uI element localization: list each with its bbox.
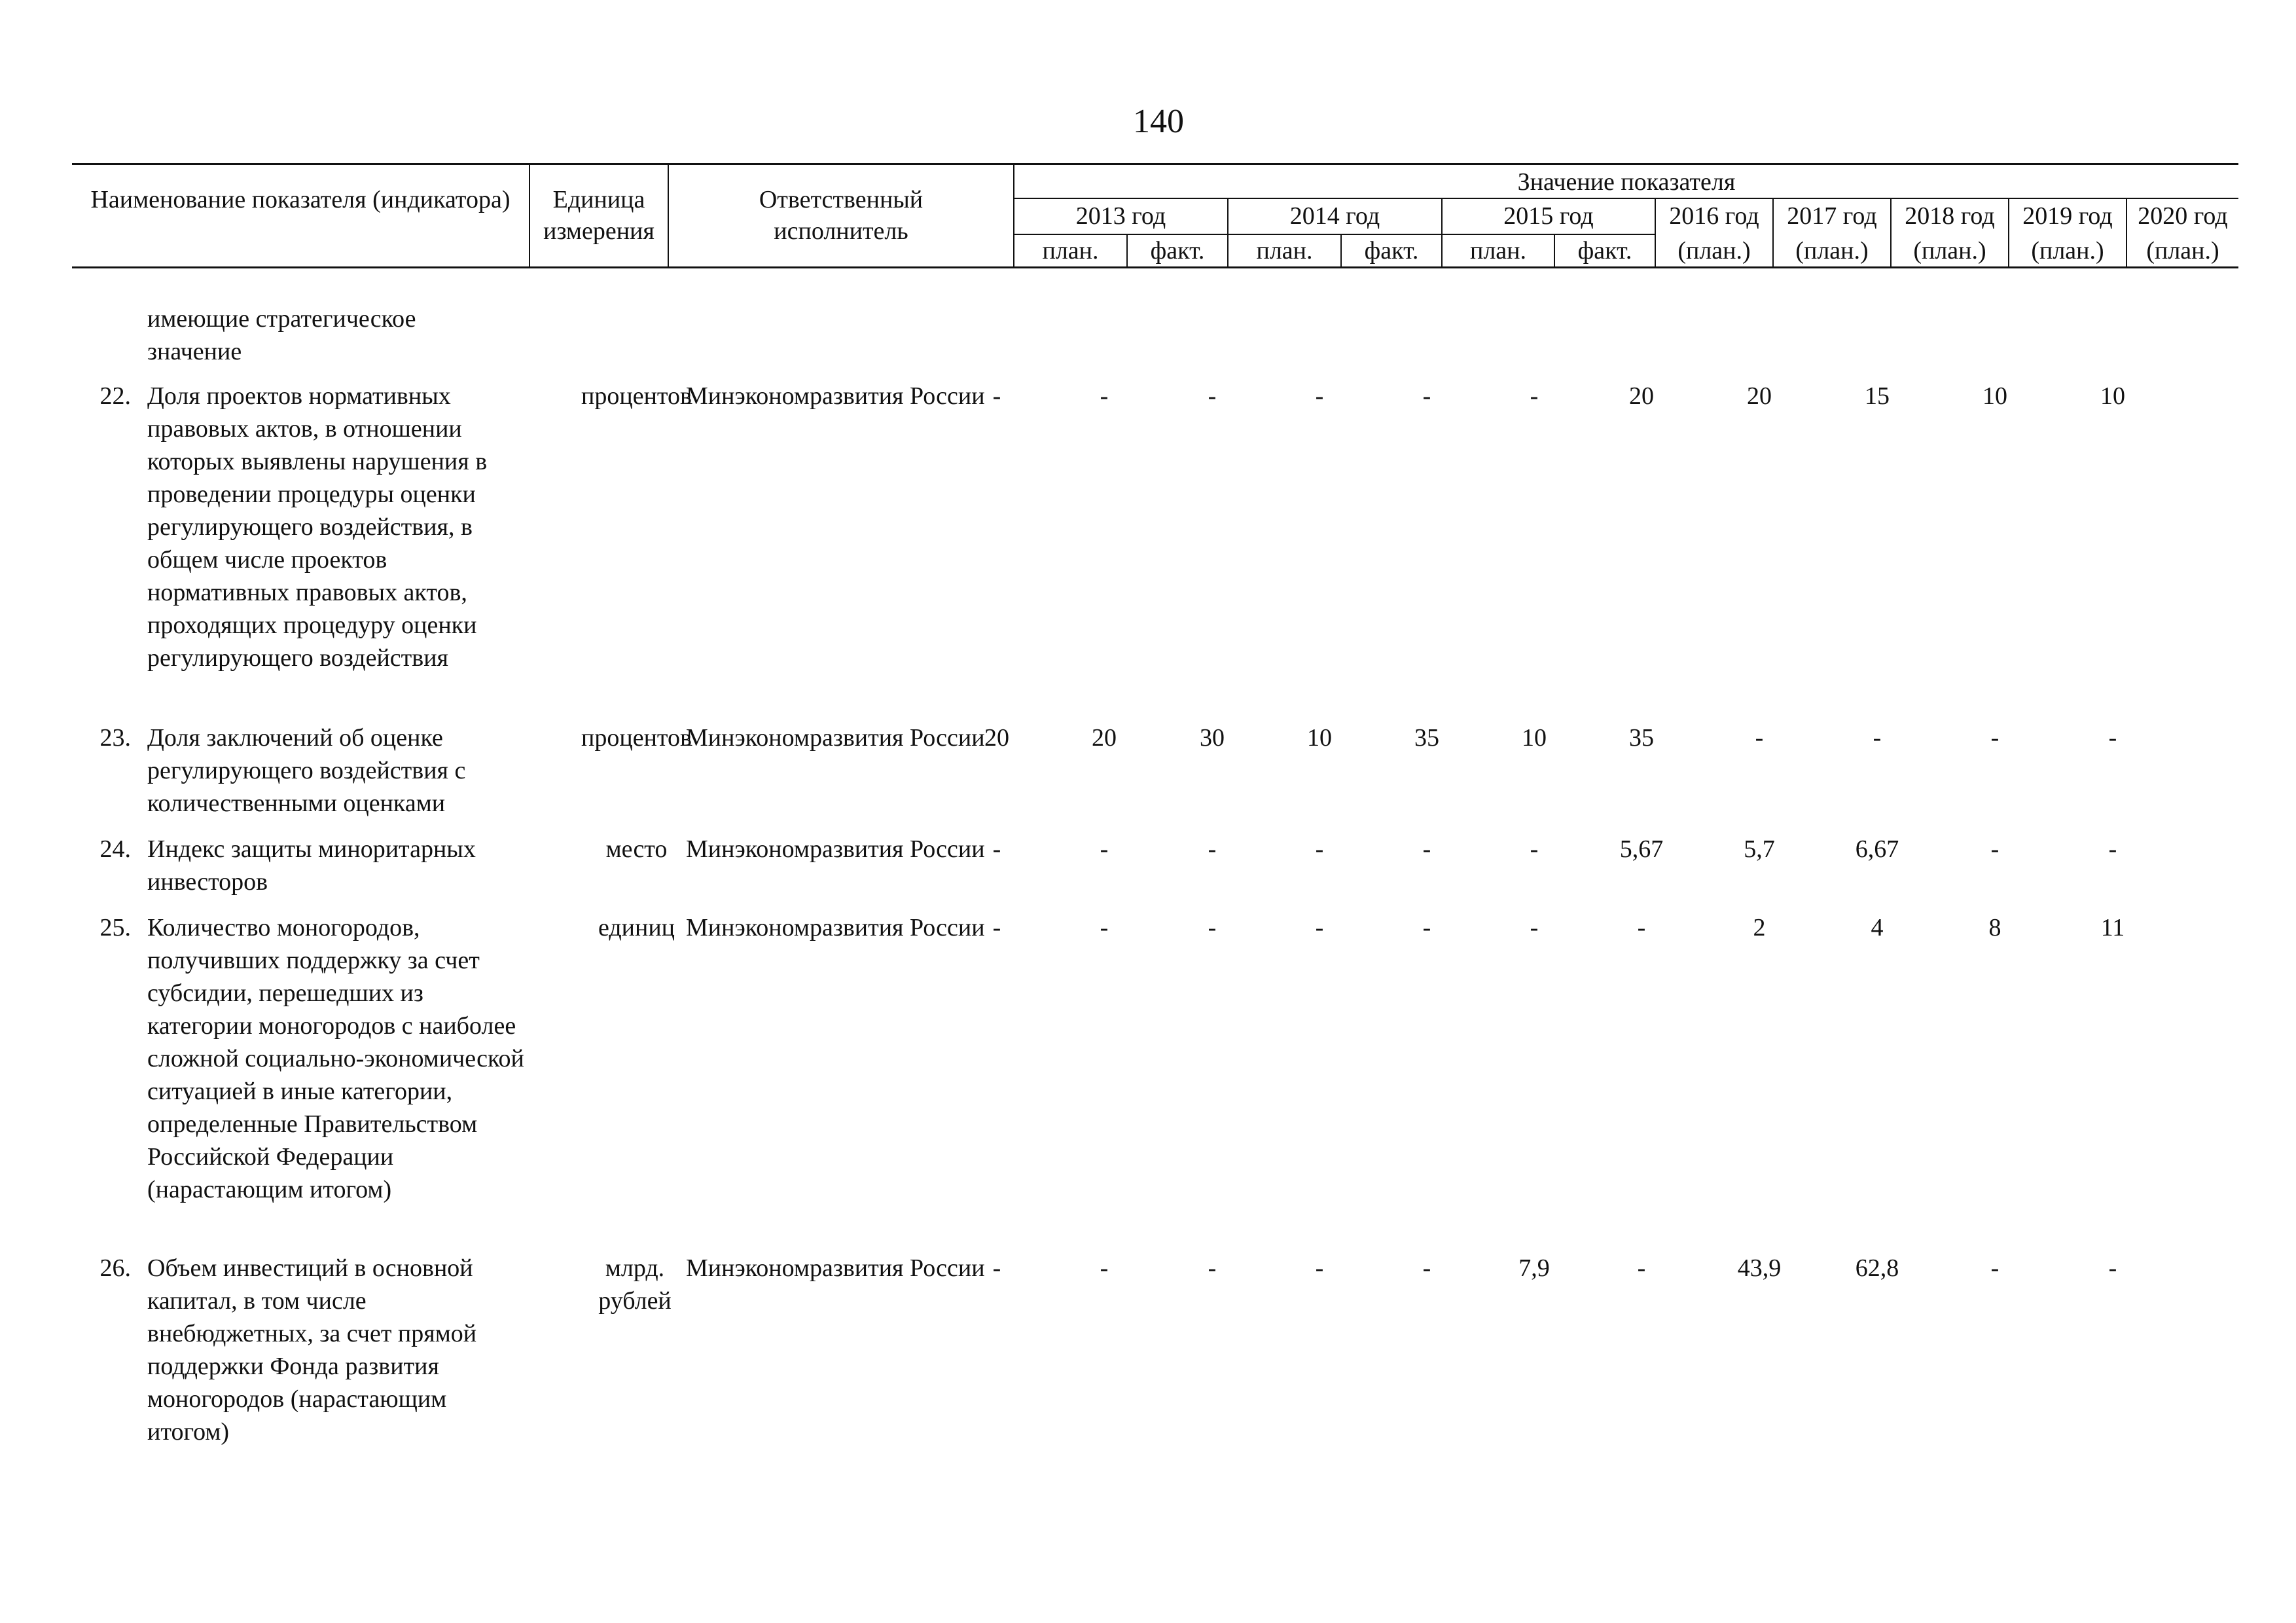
indicator-value: 4 <box>1871 914 1884 941</box>
unit-of-measure: процентов <box>581 382 692 410</box>
responsible-executor: Минэкономразвития России <box>686 382 985 410</box>
indicator-value: 35 <box>1414 724 1439 752</box>
indicator-value: - <box>1990 1254 2000 1282</box>
header-year-2020: 2020 год <box>2138 202 2228 230</box>
indicator-value: 35 <box>1629 724 1654 752</box>
indicator-value: - <box>1637 1254 1646 1282</box>
indicator-value: 10 <box>1307 724 1332 752</box>
indicator-value: - <box>1990 835 2000 863</box>
indicator-value: - <box>1422 914 1431 941</box>
indicator-value: - <box>1100 1254 1109 1282</box>
indicator-value: - <box>2108 724 2117 752</box>
indicator-value: - <box>1422 382 1431 410</box>
indicator-value: - <box>1315 382 1324 410</box>
header-fact: факт. <box>1150 237 1205 264</box>
indicator-value: 6,67 <box>1855 835 1899 863</box>
indicator-value: 11 <box>2100 914 2125 941</box>
indicator-value: 5,7 <box>1744 835 1775 863</box>
header-value-group: Значение показателя <box>1517 168 1736 196</box>
header-year-2019: 2019 год <box>2022 202 2113 230</box>
indicator-value: - <box>1208 382 1217 410</box>
header-year-2018: 2018 год <box>1905 202 1995 230</box>
header-plan-paren: (план.) <box>2031 237 2104 264</box>
header-unit: Единица измерения <box>543 186 655 245</box>
header-plan-paren: (план.) <box>1677 237 1751 264</box>
table-header-bottom-rule <box>72 266 2238 268</box>
indicator-value: 20 <box>1629 382 1654 410</box>
responsible-executor: Минэкономразвития России <box>686 914 985 941</box>
row-number: 24. <box>99 835 131 863</box>
header-plan-paren: (план.) <box>1795 237 1869 264</box>
indicator-value: 10 <box>1522 724 1547 752</box>
indicator-value: - <box>1637 914 1646 941</box>
indicator-name: Доля проектов нормативных правовых актов, в отношении которых выявлены нарушения в проведении процедуры оценки регулирующего воздействия, в общем числе проектов нормативных правовых актов, проходящих процедуру оценки регулирующего воздействия <box>147 382 488 672</box>
row-number: 25. <box>99 914 131 941</box>
indicator-value: - <box>2108 1254 2117 1282</box>
indicator-value: - <box>2108 835 2117 863</box>
indicator-value: 7,9 <box>1518 1254 1550 1282</box>
header-plan-paren: (план.) <box>2146 237 2219 264</box>
indicator-value: 20 <box>1747 382 1772 410</box>
indicator-name-continuation: имеющие стратегическое значение <box>147 305 416 365</box>
responsible-executor: Минэкономразвития России <box>686 724 985 752</box>
header-year-2015: 2015 год <box>1503 202 1594 230</box>
indicator-value: - <box>992 914 1001 941</box>
indicator-value: - <box>992 1254 1001 1282</box>
header-plan: план. <box>1042 237 1099 264</box>
unit-of-measure: процентов <box>581 724 692 752</box>
indicator-value: 62,8 <box>1855 1254 1899 1282</box>
indicator-value: 10 <box>1982 382 2007 410</box>
indicator-value: 43,9 <box>1737 1254 1782 1282</box>
indicator-value: - <box>1100 914 1109 941</box>
row-number: 26. <box>99 1254 131 1282</box>
indicator-value: - <box>1315 835 1324 863</box>
indicator-value: - <box>1422 1254 1431 1282</box>
indicator-value: - <box>1100 382 1109 410</box>
indicator-value: 20 <box>1092 724 1117 752</box>
row-number: 22. <box>99 382 131 410</box>
header-plan-paren: (план.) <box>1913 237 1986 264</box>
indicator-value: 2 <box>1753 914 1766 941</box>
unit-of-measure: единиц <box>598 914 675 941</box>
row-number: 23. <box>99 724 131 752</box>
indicator-value: 8 <box>1988 914 2001 941</box>
indicator-value: 20 <box>984 724 1009 752</box>
header-name: Наименование показателя (индикатора) <box>90 186 511 213</box>
header-year-2013: 2013 год <box>1075 202 1166 230</box>
header-year-2014: 2014 год <box>1289 202 1380 230</box>
indicator-value: - <box>1530 382 1539 410</box>
header-plan: план. <box>1469 237 1526 264</box>
indicator-value: 30 <box>1200 724 1225 752</box>
header-responsible: Ответственный исполнитель <box>759 186 924 245</box>
indicator-name: Индекс защиты миноритарных инвесторов <box>147 835 476 896</box>
indicator-value: - <box>1422 835 1431 863</box>
indicator-value: - <box>1208 835 1217 863</box>
header-year-2016: 2016 год <box>1669 202 1759 230</box>
header-plan: план. <box>1256 237 1313 264</box>
table-header <box>72 165 2238 266</box>
page-number: 140 <box>1133 103 1184 140</box>
indicator-value: - <box>1100 835 1109 863</box>
indicator-value: - <box>992 382 1001 410</box>
indicator-name: Доля заключений об оценке регулирующего воздействия с количественными оценками <box>147 724 466 817</box>
header-fact: факт. <box>1577 237 1632 264</box>
indicator-value: - <box>1530 914 1539 941</box>
indicator-value: 15 <box>1865 382 1890 410</box>
indicator-value: 5,67 <box>1619 835 1664 863</box>
indicator-name: Объем инвестиций в основной капитал, в том числе внебюджетных, за счет прямой поддержки Фонда развития моногородов (нарастающим итогом) <box>147 1254 477 1446</box>
indicator-value: - <box>1530 835 1539 863</box>
indicator-value: - <box>1873 724 1882 752</box>
indicator-value: 10 <box>2100 382 2125 410</box>
responsible-executor: Минэкономразвития России <box>686 835 985 863</box>
indicator-value: - <box>1755 724 1764 752</box>
header-fact: факт. <box>1364 237 1419 264</box>
unit-of-measure: млрд. рублей <box>598 1254 672 1315</box>
indicator-value: - <box>1315 914 1324 941</box>
indicator-value: - <box>1208 914 1217 941</box>
header-year-2017: 2017 год <box>1787 202 1877 230</box>
indicator-name: Количество моногородов, получивших поддержку за счет субсидии, перешедших из категории моногородов с наиболее сложной социально-экономической ситуацией в иные категории, определенные Правительством Российской Федерации (нарастающим итогом) <box>147 914 524 1203</box>
responsible-executor: Минэкономразвития России <box>686 1254 985 1282</box>
indicator-value: - <box>1315 1254 1324 1282</box>
indicator-value: - <box>1990 724 2000 752</box>
unit-of-measure: место <box>605 835 668 863</box>
header-divider <box>1013 234 1655 235</box>
indicator-value: - <box>1208 1254 1217 1282</box>
indicator-value: - <box>992 835 1001 863</box>
